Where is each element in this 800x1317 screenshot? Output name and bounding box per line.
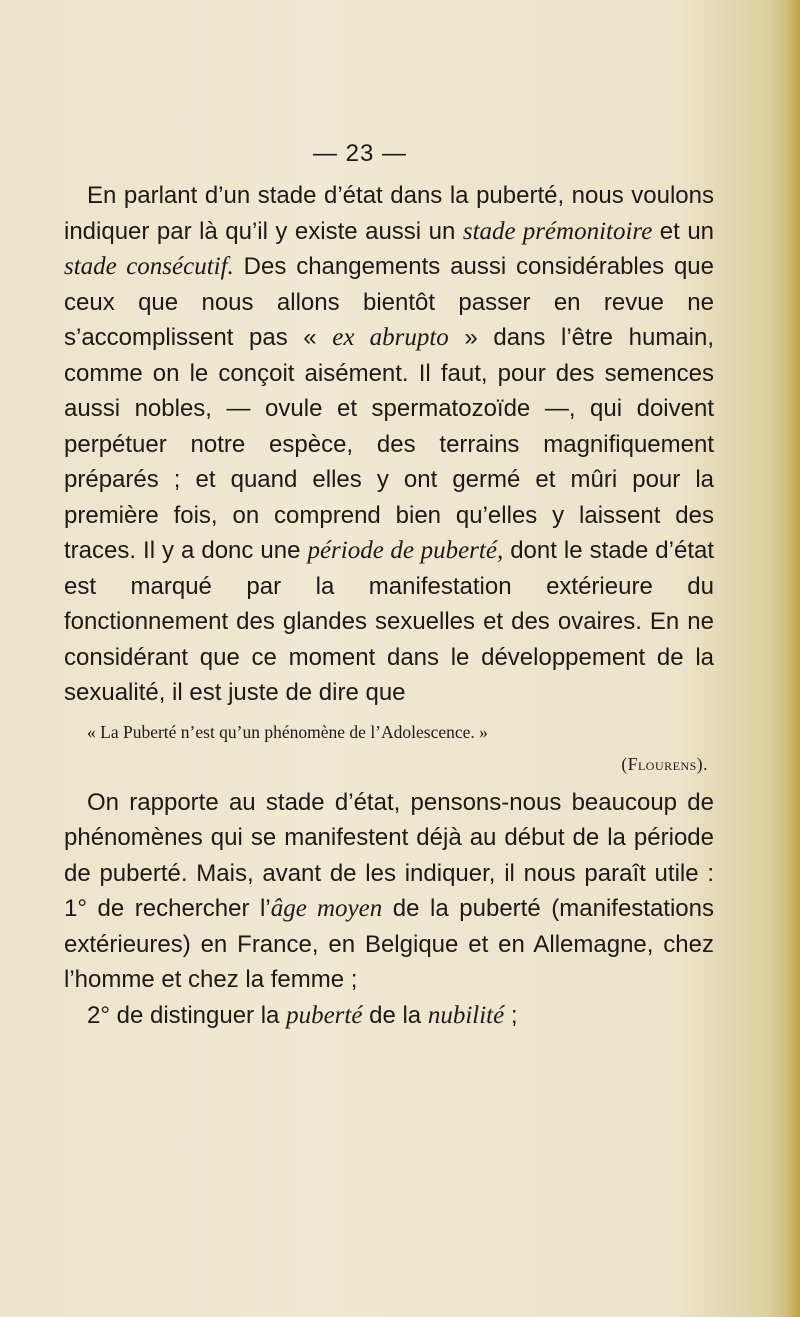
term-puberte: puberté	[286, 1001, 363, 1029]
quotation-attribution: (Flourens).	[621, 753, 708, 774]
paragraph-2-text-2: de la puberté (manifestations extérieures) en France, en Belgique et en Allemagne, chez l’homme et chez la femme ;	[64, 895, 714, 993]
body-text	[64, 178, 714, 1033]
quotation: « La Puberté n’est qu’un phénomène de l’Adolescence. »	[87, 721, 488, 742]
paragraph-3	[64, 998, 714, 1034]
paragraph-2-text-1: On rapporte au stade d’état, pensons-nous beaucoup de phénomènes qui se manifestent déjà au début de la période de puberté. Mais, avant de les indiquer, il nous paraît utile : 1° de rechercher l’	[64, 788, 714, 922]
paragraph-1	[64, 178, 714, 711]
term-periode-de-puberte: période de puberté,	[307, 537, 504, 564]
page-number: — 23 —	[312, 140, 408, 167]
term-stade-consecutif: stade consécutif.	[64, 253, 234, 280]
term-age-moyen: âge moyen	[270, 895, 383, 922]
term-stade-premonitoire: stade prémonitoire	[462, 217, 653, 245]
paragraph-2	[64, 785, 714, 998]
term-nubilite: nubilité	[427, 1001, 505, 1029]
term-ex-abrupto: ex abrupto	[332, 324, 449, 351]
paragraph-3-text-1: 2° de distinguer la	[87, 1001, 287, 1029]
paragraph-1-text-5: dont le stade d’état est marqué par la manifestation extérieure du fonctionnement des glandes sexuelles et des ovaires. En ne considérant que ce moment dans le développement de la sexualité, il est juste de dire que	[64, 537, 715, 706]
page-edge-stain	[786, 0, 800, 1317]
paragraph-3-text-2: de la	[362, 1001, 428, 1029]
paragraph-1-text-3: Des changements aussi considérables que ceux que nous allons bientôt passer en revue ne s’accomplissent pas «	[64, 253, 714, 351]
paragraph-1-text-4: » dans l’être humain, comme on le conçoit aisément. Il faut, pour des semences aussi nobles, — ovule et spermatozoïde —, qui doivent perpétuer notre espèce, des terrains magnifiquement préparés ; et quand elles y ont germé et mûri pour la première fois, on comprend bien qu’elles y laissent des traces. Il y a donc une	[64, 324, 715, 564]
paragraph-3-text-3: ;	[504, 1001, 518, 1029]
paragraph-1-text-2: et un	[652, 217, 715, 245]
paragraph-1-text-1: En parlant d’un stade d’état dans la puberté, nous voulons indiquer par là qu’il y existe aussi un	[64, 182, 714, 245]
